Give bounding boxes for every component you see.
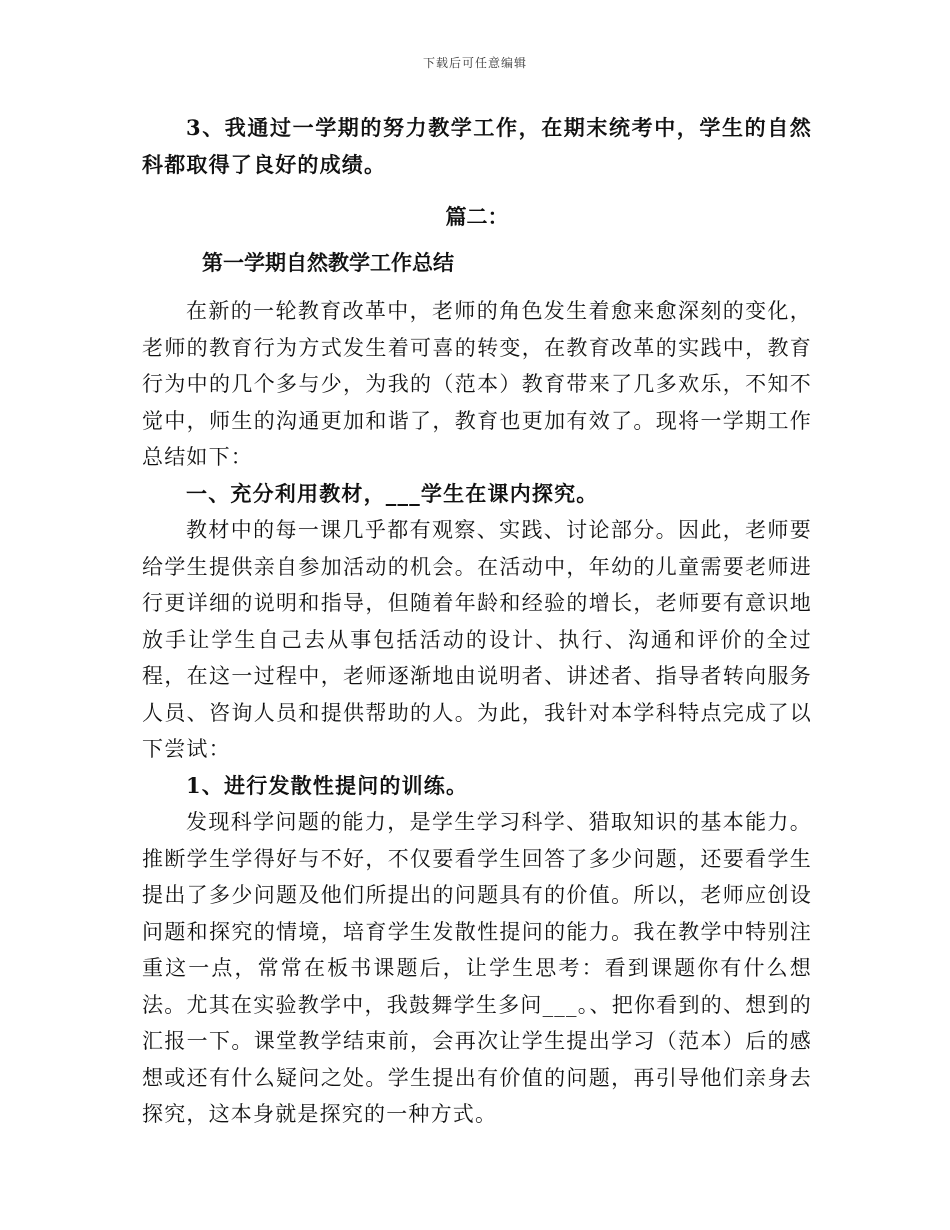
paragraph-textbook: 教材中的每一课几乎都有观察、实践、讨论部分。因此，老师要给学生提供亲自参加活动的机会。在活动中，年幼的儿童需要老师进行更详细的说明和指导，但随着年龄和经验的增长，老师要有意识地放手让学生自己去从事包括活动的设计、执行、沟通和评价的全过程，在这一过程中，老师逐渐地由说明者、讲述者、指导者转向服务人员、咨询人员和提供帮助的人。为此，我针对本学科特点完成了以下尝试： (142, 518, 812, 761)
document-body (142, 110, 812, 1133)
section-title: 篇二： (445, 204, 509, 229)
document-title: 第一学期自然教学工作总结 (202, 250, 454, 275)
header-note: 下载后可任意编辑 (422, 56, 527, 70)
heading-one-one: 1、进行发散性提问的训练。 (186, 772, 469, 798)
paragraph-questioning: 发现科学问题的能力，是学生学习科学、猎取知识的基本能力。推断学生学得好与不好，不仅要看学生回答了多少问题，还要看学生提出了多少问题及他们所提出的问题具有的价值。所以，老师应创设问题和探究的情境，培育学生发散性提问的能力。我在教学中特别注重这一点，常常在板书课题后，让学生思考：看到课题你有什么想法。尤其在实验教学中，我鼓舞学生多问___。、把你看到的、想到的汇报一下。课堂教学结束前，会再次让学生提出学习（范本）后的感想或还有什么疑问之处。学生提出有价值的问题，再引导他们亲身去探究，这本身就是探究的一种方式。 (142, 810, 812, 1126)
heading-one: 一、充分利用教材，___学生在课内探究。 (186, 480, 599, 506)
paragraph-intro: 在新的一轮教育改革中，老师的角色发生着愈来愈深刻的变化，老师的教育行为方式发生着可喜的转变，在教育改革的实践中，教育行为中的几个多与少，为我的（范本）教育带来了几多欢乐，不知不觉中，师生的沟通更加和谐了，教育也更加有效了。现将一学期工作总结如下： (142, 299, 812, 469)
paragraph-result: 3、我通过一学期的努力教学工作，在期末统考中，学生的自然科都取得了良好的成绩。 (142, 115, 812, 177)
